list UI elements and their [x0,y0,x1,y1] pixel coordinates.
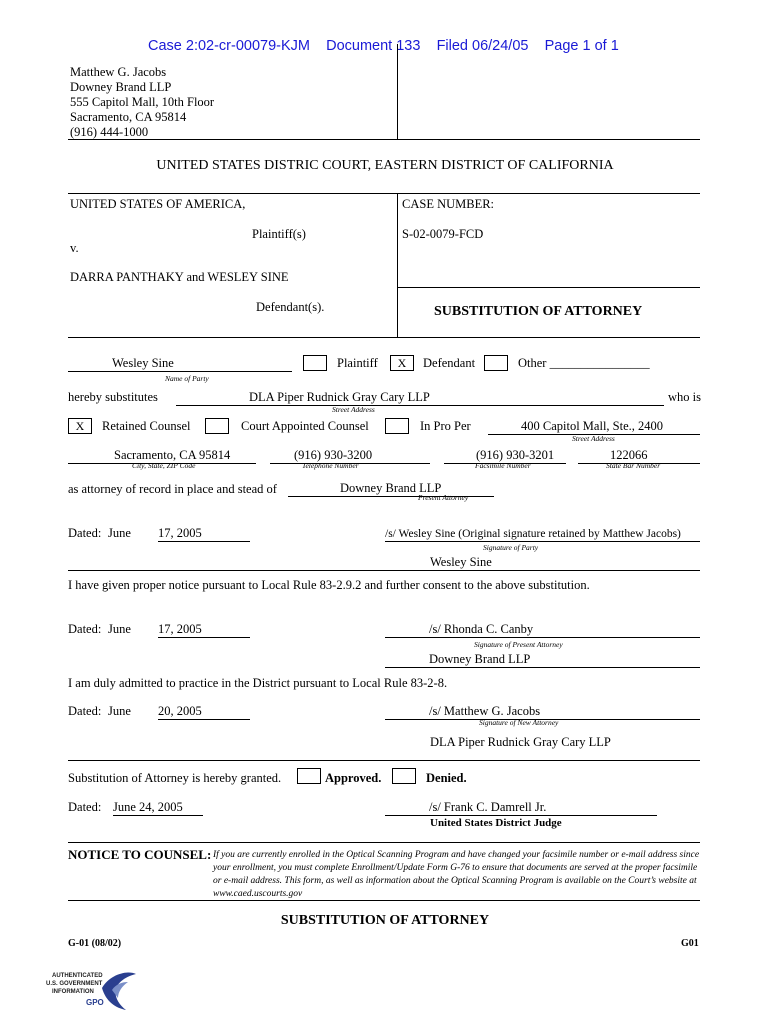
notice-text: If you are currently enrolled in the Optical Scanning Program and have changed your facsimile number or e-mail address since your enrollment, you must complete Enrollment/Update Form G-76 to ensure that documents are served at the proper facsimile or e-mail address. This form, as well as information about the Optical Scanning Program is available on the Court’s website at www.caed.uscourts.gov [213,850,700,899]
judge-signature-text: /s/ Frank C. Damrell Jr. [429,800,547,814]
present-attorney-caption: Present Attorney [418,493,469,502]
divider [68,337,700,338]
attorney-line: Downey Brand LLP [70,80,172,94]
pro-per-checkbox[interactable] [385,418,409,434]
new-dated-day [158,704,250,720]
divider [397,287,700,288]
case-number: S-02-0079-FCD [402,227,484,241]
denied-label: Denied. [426,771,467,785]
divider [68,193,700,194]
pro-per-label: In Pro Per [420,419,471,433]
attorney-line: (916) 444-1000 [70,125,149,139]
divider [68,139,700,140]
defendant-checkbox[interactable]: X [390,355,414,371]
attorney-block [70,65,214,140]
case-number-label: CASE NUMBER: [402,197,495,211]
defendant-label: Defendant(s). [256,300,325,314]
attorney-line: Sacramento, CA 95814 [70,110,187,124]
eagle-icon [98,970,138,1014]
new-city-text: Sacramento, CA 95814 [114,448,231,462]
divider [68,760,700,761]
approved-checkbox[interactable] [297,768,321,784]
new-dated-label: Dated: [68,704,102,718]
party-signature-caption: Signature of Party [483,543,539,552]
gpo-logo-line1: AUTHENTICATED [52,973,103,979]
divider [68,570,700,571]
party-name-text: Wesley Sine [112,356,174,370]
new-signature-text: /s/ Matthew G. Jacobs [429,704,541,718]
new-street-text: 400 Capitol Mall, Ste., 2400 [521,419,664,433]
granted-statement: Substitution of Attorney is hereby granted. [68,771,282,785]
fax-caption: Facsimile Number [475,461,531,470]
filing-header [148,38,619,54]
plaintiff-name: UNITED STATES OF AMERICA, [70,197,246,211]
header-divider [397,44,398,139]
judge-title: United States District Judge [430,817,562,829]
phone-caption: Telephone Number [302,461,359,470]
party-name-caption: Name of Party [165,374,209,383]
court-title: UNITED STATES DISTRIC COURT, EASTERN DISTRICT OF CALIFORNIA [156,158,614,173]
gpo-mark: GPO [86,998,104,1007]
party-name [68,356,292,372]
party-dated-label: Dated: [68,526,102,540]
present-firm [385,652,700,668]
notice-label: NOTICE TO COUNSEL: [68,847,212,862]
new-signature-caption: Signature of New Attorney [479,718,559,727]
denied-checkbox[interactable] [392,768,416,784]
party-signature [385,526,700,542]
present-signature [385,622,700,638]
order-date [113,800,203,816]
city-caption: City, State, ZIP Code [132,461,196,470]
substitutes-intro: hereby substitutes [68,390,158,404]
document-title: SUBSTITUTION OF ATTORNEY [434,304,643,319]
present-dated-day [158,622,250,638]
party-printed-name: Wesley Sine [430,555,492,569]
party-dated-day [158,526,250,542]
new-attorney-statement: I am duly admitted to practice in the District pursuant to Local Rule 83-2-8. [68,676,448,690]
approved-label: Approved. [325,771,382,785]
new-dated-day-text: 20, 2005 [158,704,202,718]
present-dated-day-text: 17, 2005 [158,622,202,636]
judge-signature [385,800,657,816]
plaintiff-checkbox[interactable] [303,355,327,371]
new-dated-month: June [108,704,131,718]
attorney-line: 555 Capitol Mall, 10th Floor [70,95,215,109]
divider [68,842,700,843]
other-checkbox[interactable] [484,355,508,371]
present-dated-label: Dated: [68,622,102,636]
versus: v. [70,241,79,255]
plaintiff-label: Plaintiff(s) [252,227,306,241]
in-place-of: as attorney of record in place and stead of [68,482,277,496]
gpo-logo [40,970,140,1018]
other-checkbox-label: Other ________________ [518,356,650,370]
party-dated-month: June [108,526,131,540]
page-number: Page 1 of 1 [544,38,619,54]
retained-counsel-label: Retained Counsel [102,419,191,433]
present-attorney-statement: I have given proper notice pursuant to Local Rule 83-2.9.2 and further consent to the above substitution. [68,578,590,592]
new-fax-text: (916) 930-3201 [476,448,555,462]
plaintiff-checkbox-label: Plaintiff [337,356,378,370]
party-dated-day-text: 17, 2005 [158,526,202,540]
present-attorney-text: Downey Brand LLP [340,481,442,495]
street-caption-2: Street Address [572,434,615,443]
retained-counsel-checkbox[interactable]: X [68,418,92,434]
present-dated-month: June [108,622,131,636]
new-firm [176,390,664,406]
present-signature-caption: Signature of Present Attorney [474,640,563,649]
bar-number-text: 122066 [610,448,648,462]
document-number: Document 133 [326,38,421,54]
party-signature-text: /s/ Wesley Sine (Original signature retained by Matthew Jacobs) [385,528,681,540]
new-phone-text: (916) 930-3200 [294,448,373,462]
present-signature-text: /s/ Rhonda C. Canby [429,622,534,636]
case-id: Case 2:02-cr-00079-KJM [148,38,310,54]
appointed-counsel-checkbox[interactable] [205,418,229,434]
defendant-checkbox-label: Defendant [423,356,476,370]
gpo-logo-line3: INFORMATION [52,989,94,995]
new-firm: DLA Piper Rudnick Gray Cary LLP [430,735,611,749]
footer-title: SUBSTITUTION OF ATTORNEY [280,913,490,928]
appointed-counsel-label: Court Appointed Counsel [241,419,369,433]
divider [68,900,700,901]
order-dated-label: Dated: [68,800,102,814]
gpo-logo-line2: U.S. GOVERNMENT [46,981,103,987]
filed-date: Filed 06/24/05 [436,38,529,54]
who-is: who is [668,390,701,404]
order-date-text: June 24, 2005 [113,800,183,814]
present-firm-text: Downey Brand LLP [429,652,531,666]
form-code: G01 [681,938,699,949]
bar-caption: State Bar Number [606,461,661,470]
new-firm-text: DLA Piper Rudnick Gray Cary LLP [249,390,430,404]
defendant-name: DARRA PANTHAKY and WESLEY SINE [70,270,289,284]
caption-divider [397,193,398,337]
form-id: G-01 (08/02) [68,938,122,949]
street-caption: Street Address [332,405,375,414]
attorney-line: Matthew G. Jacobs [70,65,167,79]
new-street [488,419,700,435]
